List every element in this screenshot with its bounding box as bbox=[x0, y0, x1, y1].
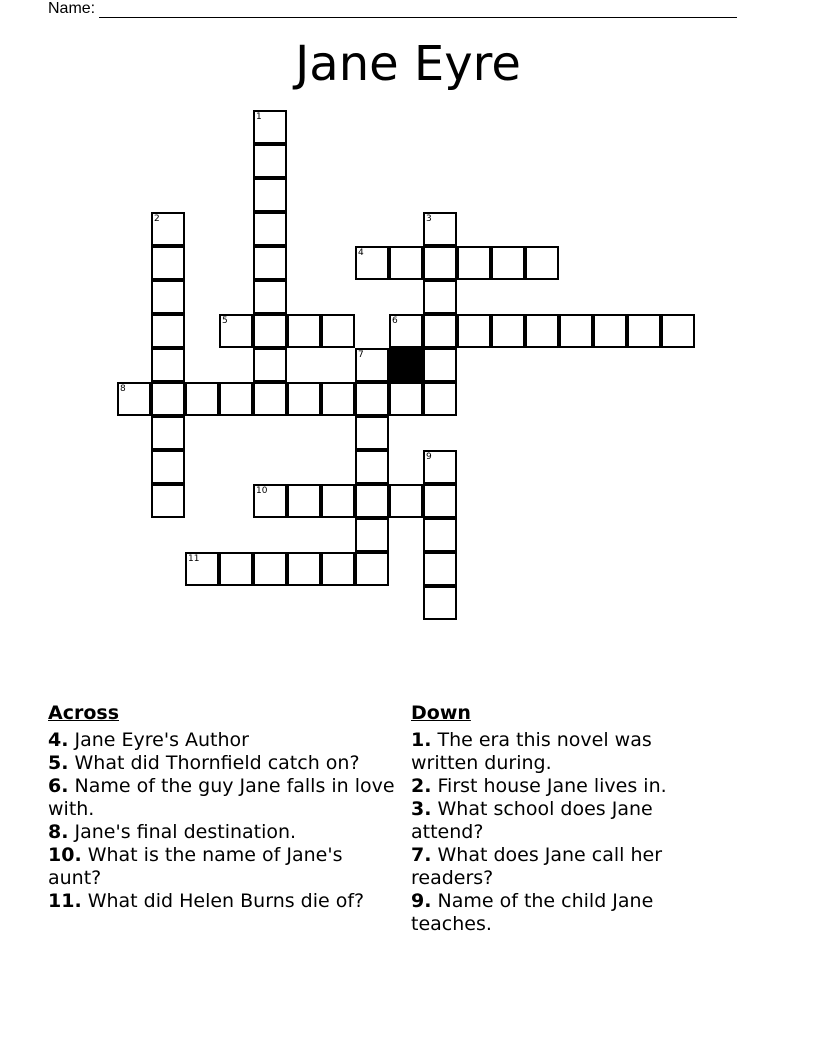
grid-cell[interactable] bbox=[185, 382, 219, 416]
across-clue bbox=[48, 890, 398, 913]
grid-cell[interactable] bbox=[287, 382, 321, 416]
grid-cell[interactable] bbox=[253, 110, 287, 144]
grid-cell[interactable] bbox=[253, 280, 287, 314]
clue-number: 6 bbox=[392, 316, 398, 326]
grid-cell[interactable] bbox=[287, 314, 321, 348]
across-clue bbox=[48, 752, 398, 775]
clue-text: Jane's final destination. bbox=[68, 821, 297, 843]
grid-cell[interactable] bbox=[355, 450, 389, 484]
grid-cell[interactable] bbox=[151, 212, 185, 246]
down-heading: Down bbox=[411, 702, 471, 724]
grid-cell[interactable] bbox=[423, 518, 457, 552]
grid-cell[interactable] bbox=[423, 280, 457, 314]
grid-cell[interactable] bbox=[389, 314, 423, 348]
across-clues bbox=[48, 702, 398, 913]
grid-cell[interactable] bbox=[151, 484, 185, 518]
clue-number: 4 bbox=[358, 248, 364, 258]
clue-text: What is the name of Jane's aunt? bbox=[48, 844, 343, 889]
grid-cell[interactable] bbox=[389, 484, 423, 518]
clue-number: 10 bbox=[256, 486, 268, 496]
clue-label-number: 9. bbox=[411, 890, 432, 912]
grid-cell[interactable] bbox=[593, 314, 627, 348]
down-clue bbox=[411, 890, 711, 936]
grid-cell[interactable] bbox=[491, 314, 525, 348]
grid-cell[interactable] bbox=[355, 382, 389, 416]
grid-cell[interactable] bbox=[355, 484, 389, 518]
clue-text: Name of the child Jane teaches. bbox=[411, 890, 654, 935]
clue-number: 1 bbox=[256, 112, 262, 122]
grid-cell[interactable] bbox=[151, 246, 185, 280]
across-clue bbox=[48, 821, 398, 844]
grid-cell[interactable] bbox=[151, 348, 185, 382]
grid-cell[interactable] bbox=[117, 382, 151, 416]
grid-cell[interactable] bbox=[151, 314, 185, 348]
grid-cell[interactable] bbox=[185, 552, 219, 586]
name-label: Name: bbox=[48, 0, 96, 17]
grid-cell[interactable] bbox=[423, 314, 457, 348]
grid-cell[interactable] bbox=[219, 382, 253, 416]
down-clue bbox=[411, 729, 711, 775]
clue-label-number: 1. bbox=[411, 729, 432, 751]
grid-cell[interactable] bbox=[355, 518, 389, 552]
across-clue bbox=[48, 844, 398, 890]
grid-cell[interactable] bbox=[321, 484, 355, 518]
grid-cell[interactable] bbox=[355, 552, 389, 586]
grid-cell[interactable] bbox=[253, 178, 287, 212]
clue-label-number: 11. bbox=[48, 890, 82, 912]
down-clue bbox=[411, 844, 711, 890]
grid-cell[interactable] bbox=[253, 314, 287, 348]
clue-text: What did Helen Burns die of? bbox=[81, 890, 365, 912]
clue-label-number: 8. bbox=[48, 821, 69, 843]
grid-cell[interactable] bbox=[321, 552, 355, 586]
clue-text: What did Thornfield catch on? bbox=[68, 752, 360, 774]
grid-cell[interactable] bbox=[253, 382, 287, 416]
grid-cell[interactable] bbox=[253, 144, 287, 178]
down-clue bbox=[411, 798, 711, 844]
grid-cell[interactable] bbox=[423, 348, 457, 382]
grid-cell[interactable] bbox=[525, 314, 559, 348]
clue-label-number: 4. bbox=[48, 729, 69, 751]
grid-cell[interactable] bbox=[219, 314, 253, 348]
grid-cell[interactable] bbox=[287, 484, 321, 518]
clue-number: 3 bbox=[426, 214, 432, 224]
grid-cell[interactable] bbox=[423, 586, 457, 620]
grid-cell[interactable] bbox=[151, 382, 185, 416]
grid-cell[interactable] bbox=[355, 246, 389, 280]
clue-number: 11 bbox=[188, 554, 200, 564]
clue-number: 8 bbox=[120, 384, 126, 394]
clue-text: What does Jane call her readers? bbox=[411, 844, 663, 889]
across-clue bbox=[48, 729, 398, 752]
clue-number: 7 bbox=[358, 350, 364, 360]
grid-cell[interactable] bbox=[491, 246, 525, 280]
clue-text: What school does Jane attend? bbox=[411, 798, 653, 843]
clue-label-number: 2. bbox=[411, 775, 432, 797]
black-cell bbox=[389, 348, 423, 382]
grid-cell[interactable] bbox=[559, 314, 593, 348]
grid-cell[interactable] bbox=[423, 212, 457, 246]
clue-number: 9 bbox=[426, 452, 432, 462]
clue-label-number: 5. bbox=[48, 752, 69, 774]
grid-cell[interactable] bbox=[253, 212, 287, 246]
across-clue bbox=[48, 775, 398, 821]
grid-cell[interactable] bbox=[321, 382, 355, 416]
down-clues bbox=[411, 702, 711, 936]
clue-number: 2 bbox=[154, 214, 160, 224]
clue-label-number: 3. bbox=[411, 798, 432, 820]
grid-cell[interactable] bbox=[423, 450, 457, 484]
puzzle-title: Jane Eyre bbox=[295, 36, 521, 92]
grid-cell[interactable] bbox=[423, 552, 457, 586]
grid-cell[interactable] bbox=[457, 246, 491, 280]
grid-cell[interactable] bbox=[287, 552, 321, 586]
grid-cell[interactable] bbox=[253, 484, 287, 518]
clue-text: Jane Eyre's Author bbox=[68, 729, 249, 751]
grid-cell[interactable] bbox=[253, 348, 287, 382]
clue-text: First house Jane lives in. bbox=[431, 775, 667, 797]
grid-cell[interactable] bbox=[423, 382, 457, 416]
grid-cell[interactable] bbox=[389, 382, 423, 416]
grid-cell[interactable] bbox=[423, 484, 457, 518]
grid-cell[interactable] bbox=[355, 348, 389, 382]
clue-number: 5 bbox=[222, 316, 228, 326]
grid-cell[interactable] bbox=[151, 416, 185, 450]
grid-cell[interactable] bbox=[661, 314, 695, 348]
clue-label-number: 7. bbox=[411, 844, 432, 866]
clue-text: The era this novel was written during. bbox=[411, 729, 652, 774]
grid-cell[interactable] bbox=[389, 246, 423, 280]
grid-cell[interactable] bbox=[525, 246, 559, 280]
grid-cell[interactable] bbox=[627, 314, 661, 348]
grid-cell[interactable] bbox=[253, 552, 287, 586]
down-clue bbox=[411, 775, 711, 798]
grid-cell[interactable] bbox=[253, 246, 287, 280]
grid-cell[interactable] bbox=[151, 280, 185, 314]
grid-cell[interactable] bbox=[219, 552, 253, 586]
clue-label-number: 6. bbox=[48, 775, 69, 797]
grid-cell[interactable] bbox=[151, 450, 185, 484]
grid-cell[interactable] bbox=[355, 416, 389, 450]
grid-cell[interactable] bbox=[423, 246, 457, 280]
grid-cell[interactable] bbox=[321, 314, 355, 348]
across-heading: Across bbox=[48, 702, 120, 724]
grid-cell[interactable] bbox=[457, 314, 491, 348]
clue-text: Name of the guy Jane falls in love with. bbox=[48, 775, 395, 820]
clue-label-number: 10. bbox=[48, 844, 82, 866]
